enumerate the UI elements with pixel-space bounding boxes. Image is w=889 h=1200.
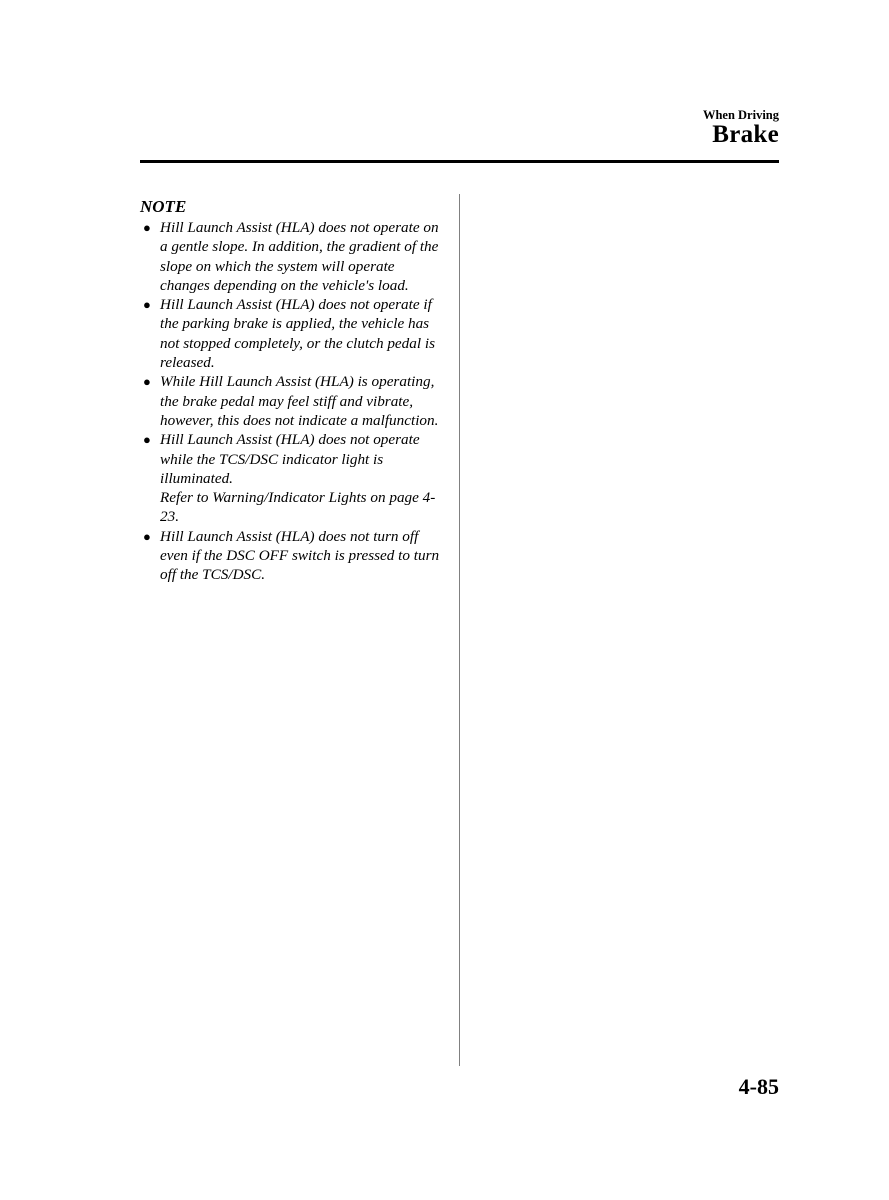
note-item (140, 527, 440, 585)
note-item-text: Hill Launch Assist (HLA) does not operate on a gentle slope. In addition, the gradient of the slope on which the system will operate changes depending on the vehicle's load. (160, 219, 439, 294)
bullet-icon: ● (143, 297, 151, 313)
note-item-text: While Hill Launch Assist (HLA) is operating, the brake pedal may feel stiff and vibrate, however, this does not indicate a malfunction. (160, 373, 439, 429)
bullet-icon: ● (143, 432, 151, 448)
note-heading: NOTE (140, 197, 187, 216)
bullet-icon: ● (143, 528, 151, 544)
note-item-text: Hill Launch Assist (HLA) does not operate if the parking brake is applied, the vehicle has not stopped completely, or the clutch pedal is released. (160, 296, 436, 372)
note-item (140, 218, 440, 295)
note-item-text: Hill Launch Assist (HLA) does not turn off even if the DSC OFF switch is pressed to turn off the TCS/DSC. (160, 527, 440, 584)
page-number: 4-85 (738, 1074, 779, 1099)
note-item (140, 295, 440, 372)
note-item-reference: Refer to Warning/Indicator Lights on page 4-23. (160, 489, 436, 526)
section-label: When Driving (702, 108, 779, 122)
note-item (140, 372, 440, 430)
bullet-icon: ● (143, 374, 151, 390)
note-block (140, 196, 440, 585)
note-list (140, 218, 440, 585)
column-divider (459, 194, 460, 1066)
section-title: Brake (712, 121, 779, 148)
note-item (140, 430, 440, 526)
header-rule (140, 160, 779, 163)
note-item-text: Hill Launch Assist (HLA) does not operate while the TCS/DSC indicator light is illuminated. (160, 431, 420, 487)
bullet-icon: ● (143, 220, 151, 235)
